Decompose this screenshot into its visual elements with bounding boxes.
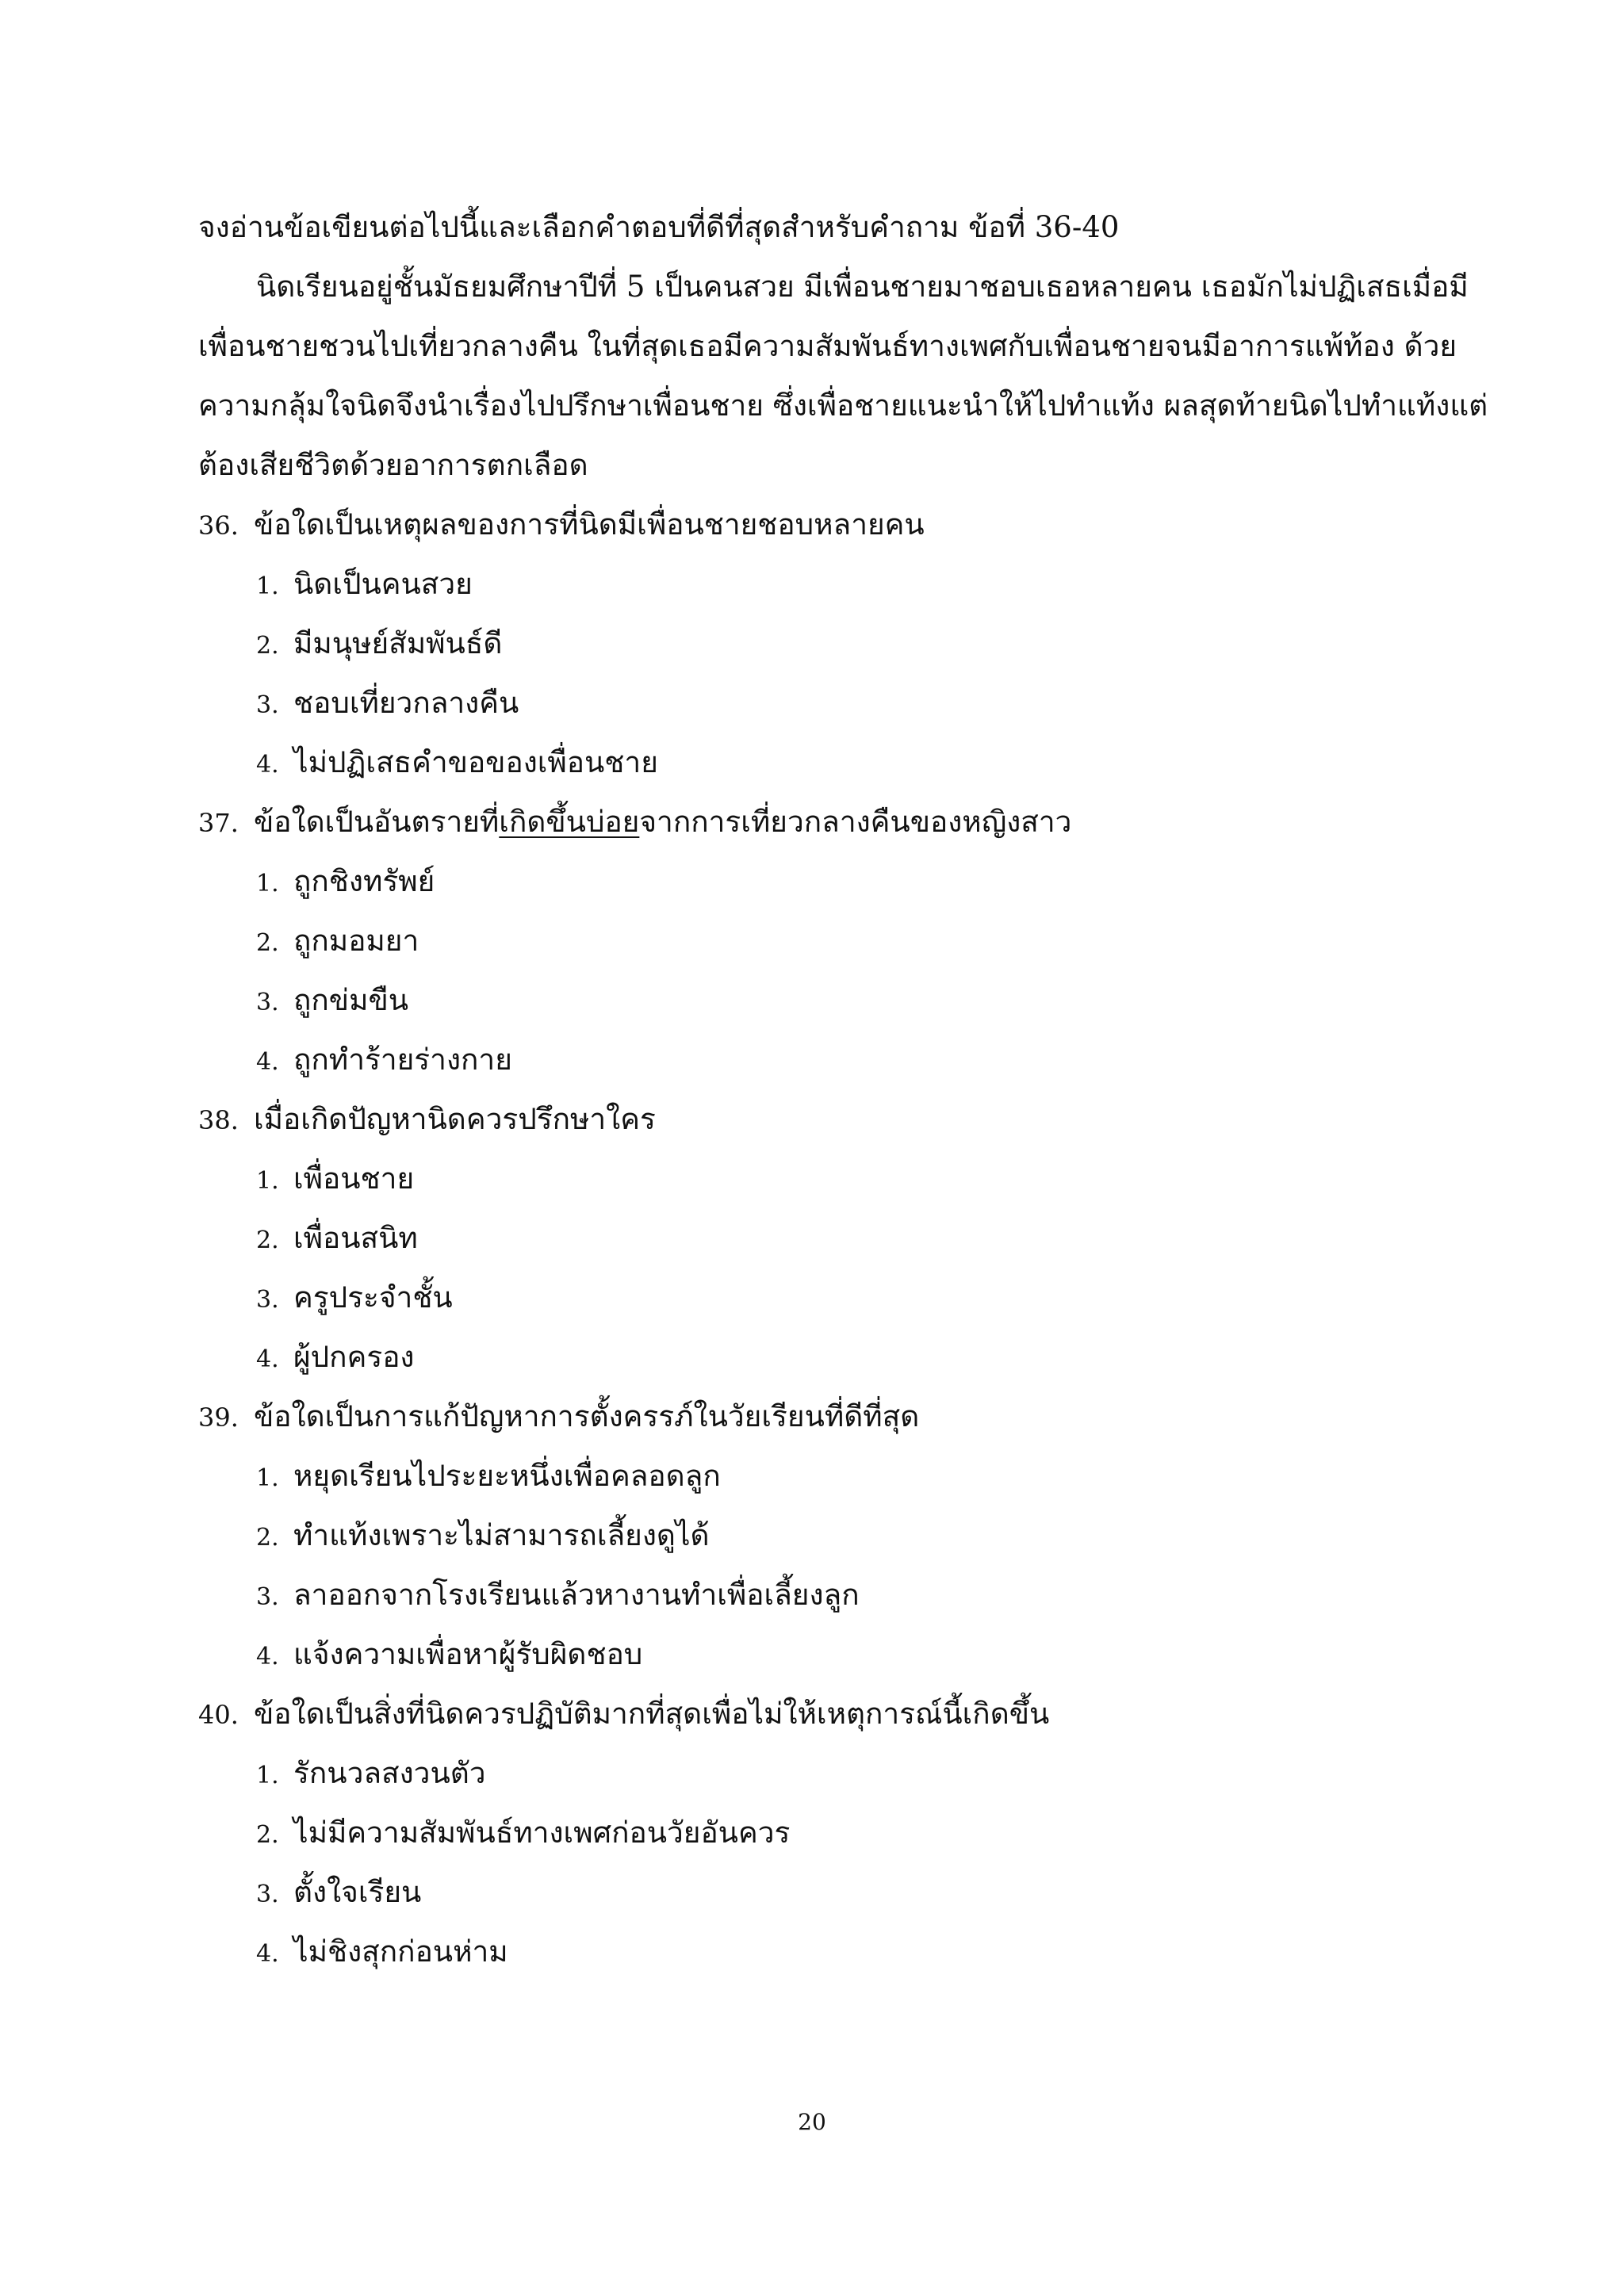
- choice: [256, 1637, 643, 1671]
- choice-text: ถูกทำร้ายร่างกาย: [293, 1043, 512, 1077]
- choice: [256, 924, 419, 958]
- choice: [256, 688, 519, 718]
- choice-number: 1.: [256, 1464, 279, 1492]
- choice-number: 2.: [256, 1821, 279, 1849]
- question-stem: [198, 1104, 656, 1134]
- choice-text: ชอบเที่ยวกลางคืน: [293, 686, 519, 720]
- choice-number: 2.: [256, 632, 279, 660]
- choice: [256, 626, 503, 660]
- choice-text: ตั้งใจเรียน: [293, 1875, 422, 1909]
- question-text: เมื่อเกิดปัญหานิดควรปรึกษาใคร: [254, 1102, 656, 1136]
- choice-text: ผู้ปกครอง: [293, 1340, 415, 1374]
- choice-text: ถูกมอมยา: [293, 924, 419, 958]
- choice-number: 4.: [256, 1345, 279, 1373]
- question-number: 36.: [198, 511, 239, 541]
- choice-text: เพื่อนสนิท: [293, 1221, 418, 1255]
- instruction-text: จงอ่านข้อเขียนต่อไปนี้และเลือกคำตอบที่ดีที่สุดสำหรับคำถาม ข้อที่ 36-40: [198, 210, 1120, 244]
- question-stem: [198, 507, 925, 541]
- choice-number: 4.: [256, 1940, 279, 1968]
- choice: [256, 1816, 791, 1850]
- choice-number: 1.: [256, 1762, 279, 1789]
- choice: [256, 985, 408, 1015]
- choice-text: ทำแท้งเพราะไม่สามารถเลี้ยงดูได้: [293, 1518, 710, 1552]
- choice-text: ไม่ชิงสุกก่อนห่าม: [293, 1934, 508, 1969]
- question-text: จากการเที่ยวกลางคืนของหญิงสาว: [639, 805, 1072, 839]
- choice-number: 1.: [256, 870, 279, 897]
- question-stem: [198, 805, 1072, 839]
- question-text: ข้อใดเป็นอันตรายที่: [254, 805, 500, 839]
- choice-text: ถูกชิงทรัพย์: [293, 864, 435, 898]
- choice: [256, 745, 658, 779]
- choice-text: ครูประจำชั้น: [293, 1280, 453, 1314]
- choice: [256, 1877, 421, 1907]
- question-stem: [198, 1697, 1050, 1731]
- choice: [256, 1161, 415, 1196]
- passage-line: ต้องเสียชีวิตด้วยอาการตกเลือด: [198, 448, 588, 482]
- choice: [256, 1459, 721, 1493]
- passage-line: ความกลุ้มใจนิดจึงนำเรื่องไปปรึกษาเพื่อนชาย ซึ่งเพื่อชายแนะนำให้ไปทำแท้ง ผลสุดท้ายนิดไปทำแท้งแต่: [198, 388, 1488, 423]
- choice: [256, 1043, 512, 1077]
- question-text: ข้อใดเป็นเหตุผลของการที่นิดมีเพื่อนชายชอบหลายคน: [254, 507, 925, 541]
- question-text: ข้อใดเป็นสิ่งที่นิดควรปฏิบัติมากที่สุดเพื่อไม่ให้เหตุการณ์นี้เกิดขึ้น: [254, 1697, 1050, 1731]
- choice-text: ไม่มีความสัมพันธ์ทางเพศก่อนวัยอันควร: [293, 1816, 791, 1850]
- question-text: ข้อใดเป็นการแก้ปัญหาการตั้งครรภ์ในวัยเรียนที่ดีที่สุด: [254, 1399, 920, 1433]
- choice: [256, 1223, 418, 1253]
- question-number: 40.: [198, 1700, 239, 1730]
- choice-number: 1.: [256, 1167, 279, 1195]
- underlined-emphasis: เกิดขึ้นบ่อย: [499, 805, 640, 839]
- choice: [256, 1934, 508, 1969]
- choice-text: ถูกข่มขืน: [293, 983, 409, 1017]
- choice-text: รักนวลสงวนตัว: [293, 1756, 486, 1790]
- choice-number: 4.: [256, 1643, 279, 1670]
- choice-text: หยุดเรียนไประยะหนึ่งเพื่อคลอดลูก: [293, 1459, 721, 1493]
- choice-number: 3.: [256, 691, 279, 719]
- choice-number: 1.: [256, 572, 279, 600]
- choice-text: มีมนุษย์สัมพันธ์ดี: [293, 626, 503, 660]
- choice-number: 3.: [256, 989, 279, 1016]
- question-stem: [198, 1399, 920, 1433]
- choice-text: เพื่อนชาย: [293, 1161, 415, 1196]
- choice: [256, 1578, 860, 1612]
- choice-number: 3.: [256, 1583, 279, 1611]
- page-number: 20: [798, 2109, 826, 2135]
- choice: [256, 864, 435, 898]
- passage-line: เพื่อนชายชวนไปเที่ยวกลางคืน ในที่สุดเธอมีความสัมพันธ์ทางเพศกับเพื่อนชายจนมีอาการแพ้ท้อง ด้วย: [198, 329, 1457, 363]
- choice: [256, 1342, 414, 1372]
- choice-number: 3.: [256, 1286, 279, 1314]
- choice-text: นิดเป็นคนสวย: [293, 567, 473, 601]
- choice: [256, 1280, 453, 1314]
- choice: [256, 1518, 710, 1552]
- question-number: 39.: [198, 1402, 239, 1433]
- question-number: 37.: [198, 808, 239, 838]
- choice-number: 2.: [256, 929, 279, 957]
- choice-number: 4.: [256, 751, 279, 779]
- choice: [256, 569, 473, 599]
- passage-line: นิดเรียนอยู่ชั้นมัธยมศึกษาปีที่ 5 เป็นคนสวย มีเพื่อนชายมาชอบเธอหลายคน เธอมักไม่ปฏิเสธเมื่อมี: [256, 270, 1469, 304]
- choice-number: 3.: [256, 1881, 279, 1908]
- choice-text: ลาออกจากโรงเรียนแล้วหางานทำเพื่อเลี้ยงลูก: [293, 1578, 860, 1612]
- choice-text: แจ้งความเพื่อหาผู้รับผิดชอบ: [293, 1637, 643, 1671]
- choice-number: 2.: [256, 1226, 279, 1254]
- choice-text: ไม่ปฏิเสธคำขอของเพื่อนชาย: [293, 745, 658, 779]
- choice: [256, 1758, 486, 1788]
- question-number: 38.: [198, 1105, 239, 1135]
- choice-number: 2.: [256, 1524, 279, 1552]
- choice-number: 4.: [256, 1048, 279, 1076]
